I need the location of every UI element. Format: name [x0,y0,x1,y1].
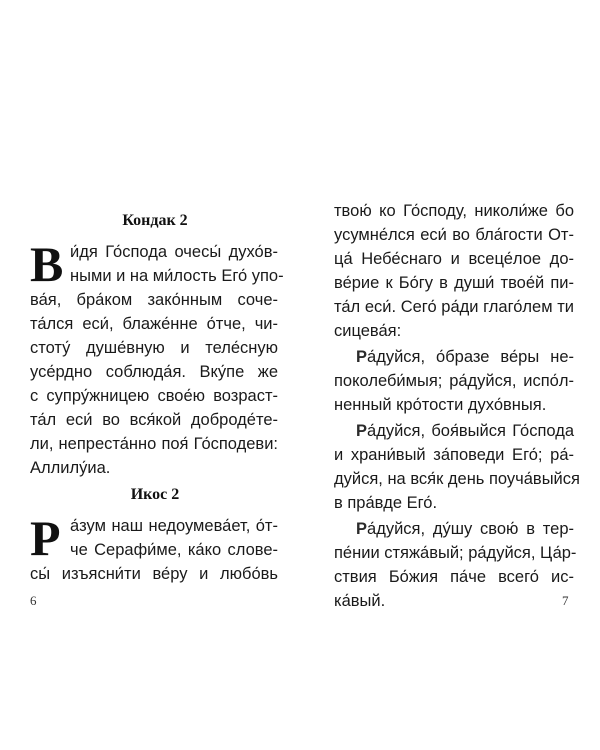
verse-text: а́дуйся, боя́выйся Го́спода [367,422,574,440]
body-line: сицева́я: [334,322,402,340]
kontakion-line: ли, непреста́нно поя́ Го́сподеви: [30,435,278,453]
verse-line: ка́вый. [334,592,386,610]
verse-text: а́дуйся, ду́шу свою́ в тер- [367,520,574,538]
ikos-drop-cap: Р [30,510,61,566]
kontakion-line: усе́рдно соблюда́я. Вку́пе же [30,363,278,381]
kontakion-line: та́лся еси́, блаже́нне о́тче, чи- [30,315,278,333]
verse-initial: Р [356,520,368,538]
verse-line: и храни́вый за́поведи Его́; ра́- [334,446,574,464]
kontakion-drop-cap: В [30,236,64,292]
page-number-right: 7 [562,593,569,608]
verse-2-first-line [356,419,574,443]
ikos-line: сы́ изъясни́ти ве́ру и любо́вь [30,565,278,583]
kontakion-line: и́дя Го́спода очесы́ духо́в- [70,243,278,261]
verse-initial: Р [356,422,368,440]
verse-3-first-line [356,517,574,541]
body-line: усумне́лся еси́ во бла́гости От- [334,226,574,244]
ikos-line: че Серафи́ме, ка́ко слове- [70,541,278,559]
verse-line: дуйся, на вся́к день поуча́выйся [334,470,580,488]
verse-line: ненный кро́тости духо́вныя. [334,396,547,414]
kontakion-line: с супру́жницею свое́ю возраст- [30,387,278,405]
kontakion-line: стоту́ душе́вную и теле́сную [30,339,278,357]
kontakion-line: Аллилу́иа. [30,459,111,477]
verse-line: пе́нии стяжа́вый; ра́дуйся, Ца́р- [334,544,577,562]
ikos-line: а́зум наш недоумева́ет, о́т- [70,517,278,535]
kontakion-line: та́л еси́ во вся́кой доброде́те- [30,411,278,429]
kontakion-heading: Кондак 2 [122,212,188,229]
page-number-left: 6 [30,593,37,608]
kontakion-line: ва́я, бра́ком зако́нным сочe- [30,291,278,309]
verse-text: а́дуйся, о́бразе ве́ры не- [367,348,574,366]
verse-initial: Р [356,348,368,366]
ikos-heading: Икос 2 [130,486,180,503]
verse-line: поколеби́мыя; ра́дуйся, испо́л- [334,372,574,390]
right-page [300,0,600,750]
body-line: ве́рие к Бо́гу в души́ твое́й пи- [334,274,574,292]
kontakion-line: ными и на ми́лость Его́ упо- [70,267,284,285]
verse-line: ствия Бо́жия па́че всего́ ис- [334,568,574,586]
body-line: ца́ Небе́снаго и всеце́лое до- [334,250,574,268]
body-line: твою́ ко Го́споду, николи́же бо [334,202,574,220]
verse-line: в пра́вде Его́. [334,494,438,512]
verse-1-first-line [356,345,574,369]
body-line: та́л еси́. Сего́ ра́ди глаго́лем ти [334,298,574,316]
